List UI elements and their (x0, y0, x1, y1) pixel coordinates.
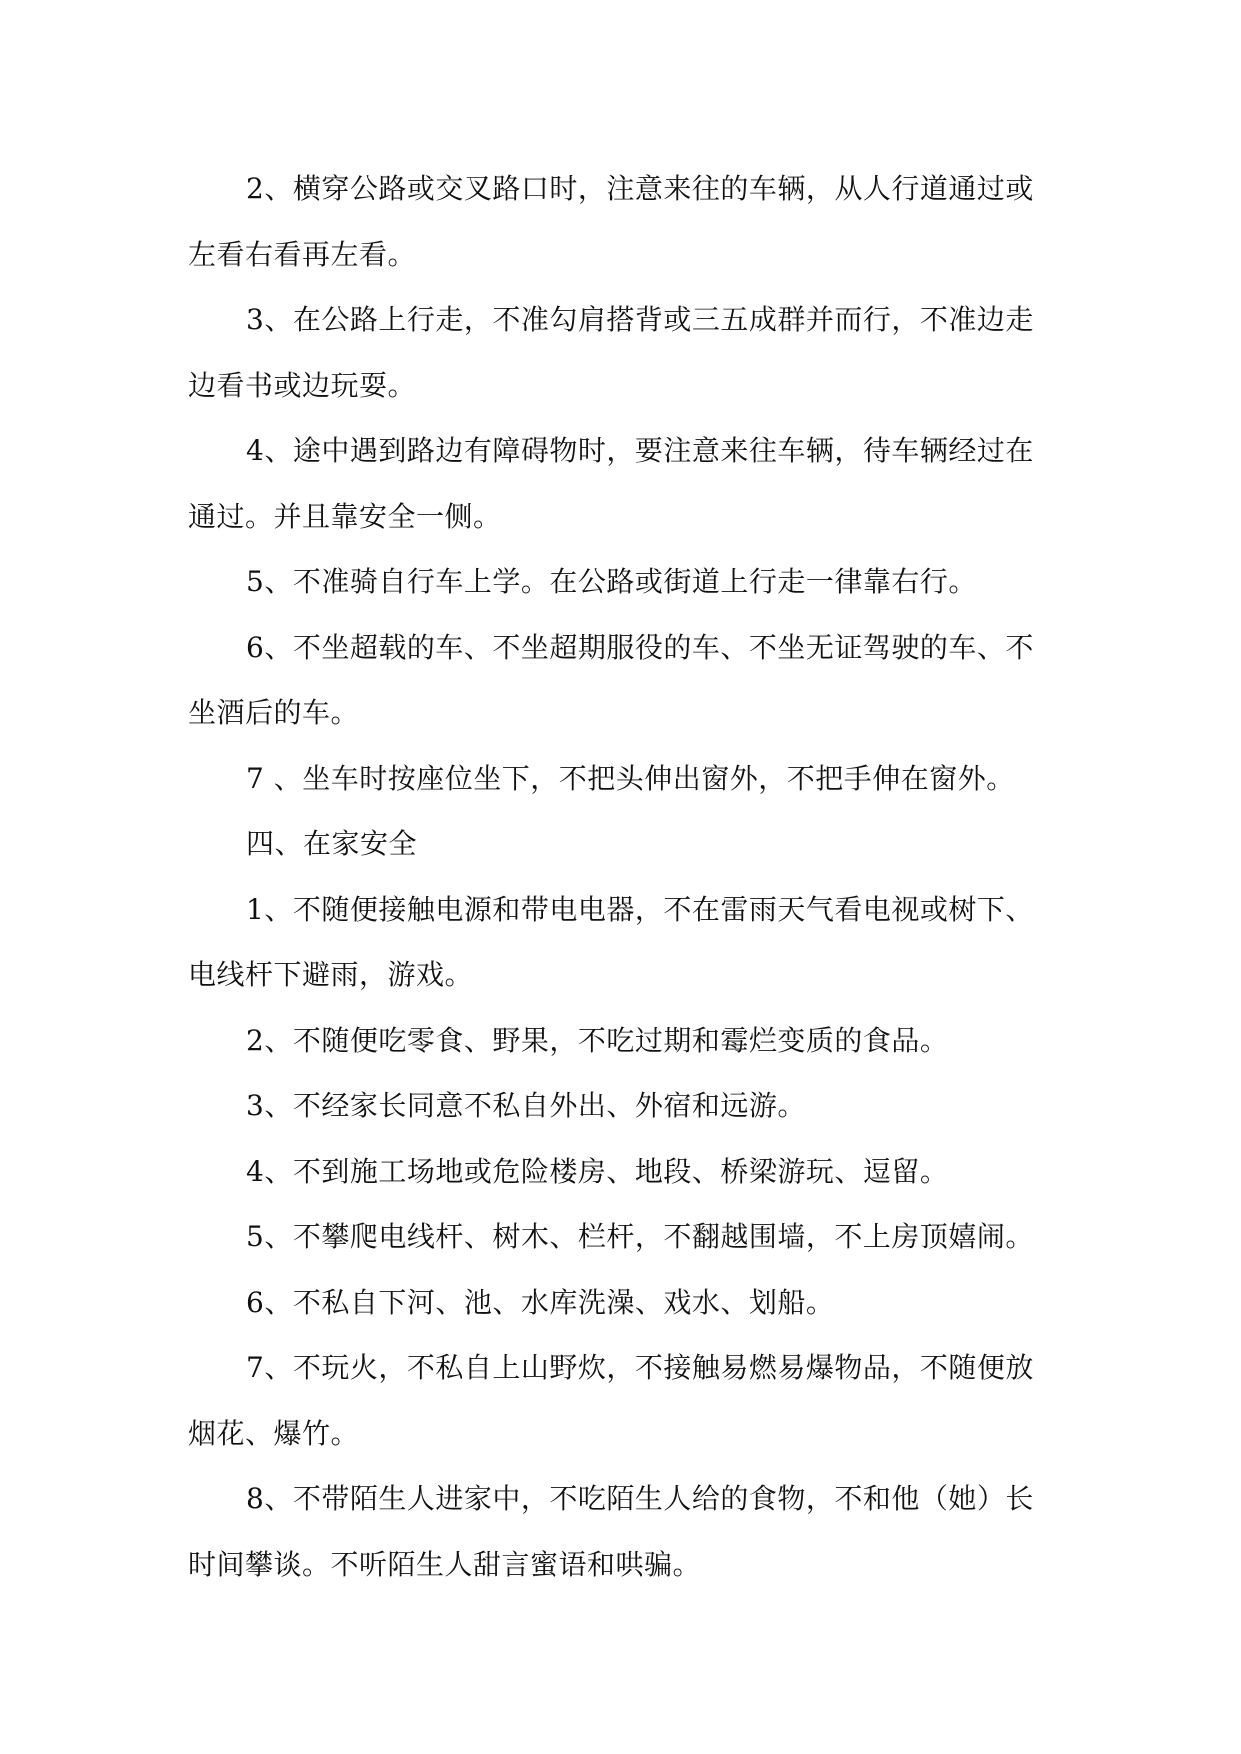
paragraph-traffic-5: 5、不准骑自行车上学。在公路或街道上行走一律靠右行。 (246, 565, 977, 598)
paragraph-traffic-3: 3、在公路上行走，不准勾肩搭背或三五成群并而行，不准边走边看书或边玩耍。 (188, 303, 1034, 402)
paragraph-home-4: 4、不到施工场地或危险楼房、地段、桥梁游玩、逗留。 (246, 1154, 949, 1188)
paragraph-home-8: 8、不带陌生人进家中，不吃陌生人给的食物，不和他（她）长时间攀谈。不听陌生人甜言蜜语和哄骗。 (188, 1482, 1034, 1581)
paragraph-home-7: 7、不玩火，不私自上山野炊，不接触易燃易爆物品，不随便放烟花、爆竹。 (188, 1351, 1034, 1450)
paragraph-traffic-7: 7 、坐车时按座位坐下，不把头伸出窗外，不把手伸在窗外。 (246, 761, 1015, 795)
document-body (188, 156, 1058, 1597)
paragraph-home-5: 5、不攀爬电线杆、树木、栏杆，不翻越围墙，不上房顶嬉闹。 (246, 1220, 1034, 1253)
paragraph-home-3: 3、不经家长同意不私自外出、外宿和远游。 (246, 1089, 806, 1122)
paragraph-home-2: 2、不随便吃零食、野果，不吃过期和霉烂变质的食品。 (246, 1023, 949, 1057)
paragraph-traffic-4: 4、途中遇到路边有障碍物时，要注意来往车辆，待车辆经过在通过。并且靠安全一侧。 (188, 434, 1034, 533)
paragraph-traffic-6: 6、不坐超载的车、不坐超期服役的车、不坐无证驾驶的车、不坐酒后的车。 (188, 630, 1034, 729)
paragraph-home-6: 6、不私自下河、池、水库洗澡、戏水、划船。 (246, 1285, 835, 1319)
section-heading-home-safety: 四、在家安全 (246, 827, 418, 860)
paragraph-home-1: 1、不随便接触电源和带电电器，不在雷雨天气看电视或树下、电线杆下避雨，游戏。 (188, 892, 1034, 991)
paragraph-traffic-2: 2、横穿公路或交叉路口时，注意来往的车辆，从人行道通过或左看右看再左看。 (188, 172, 1034, 271)
